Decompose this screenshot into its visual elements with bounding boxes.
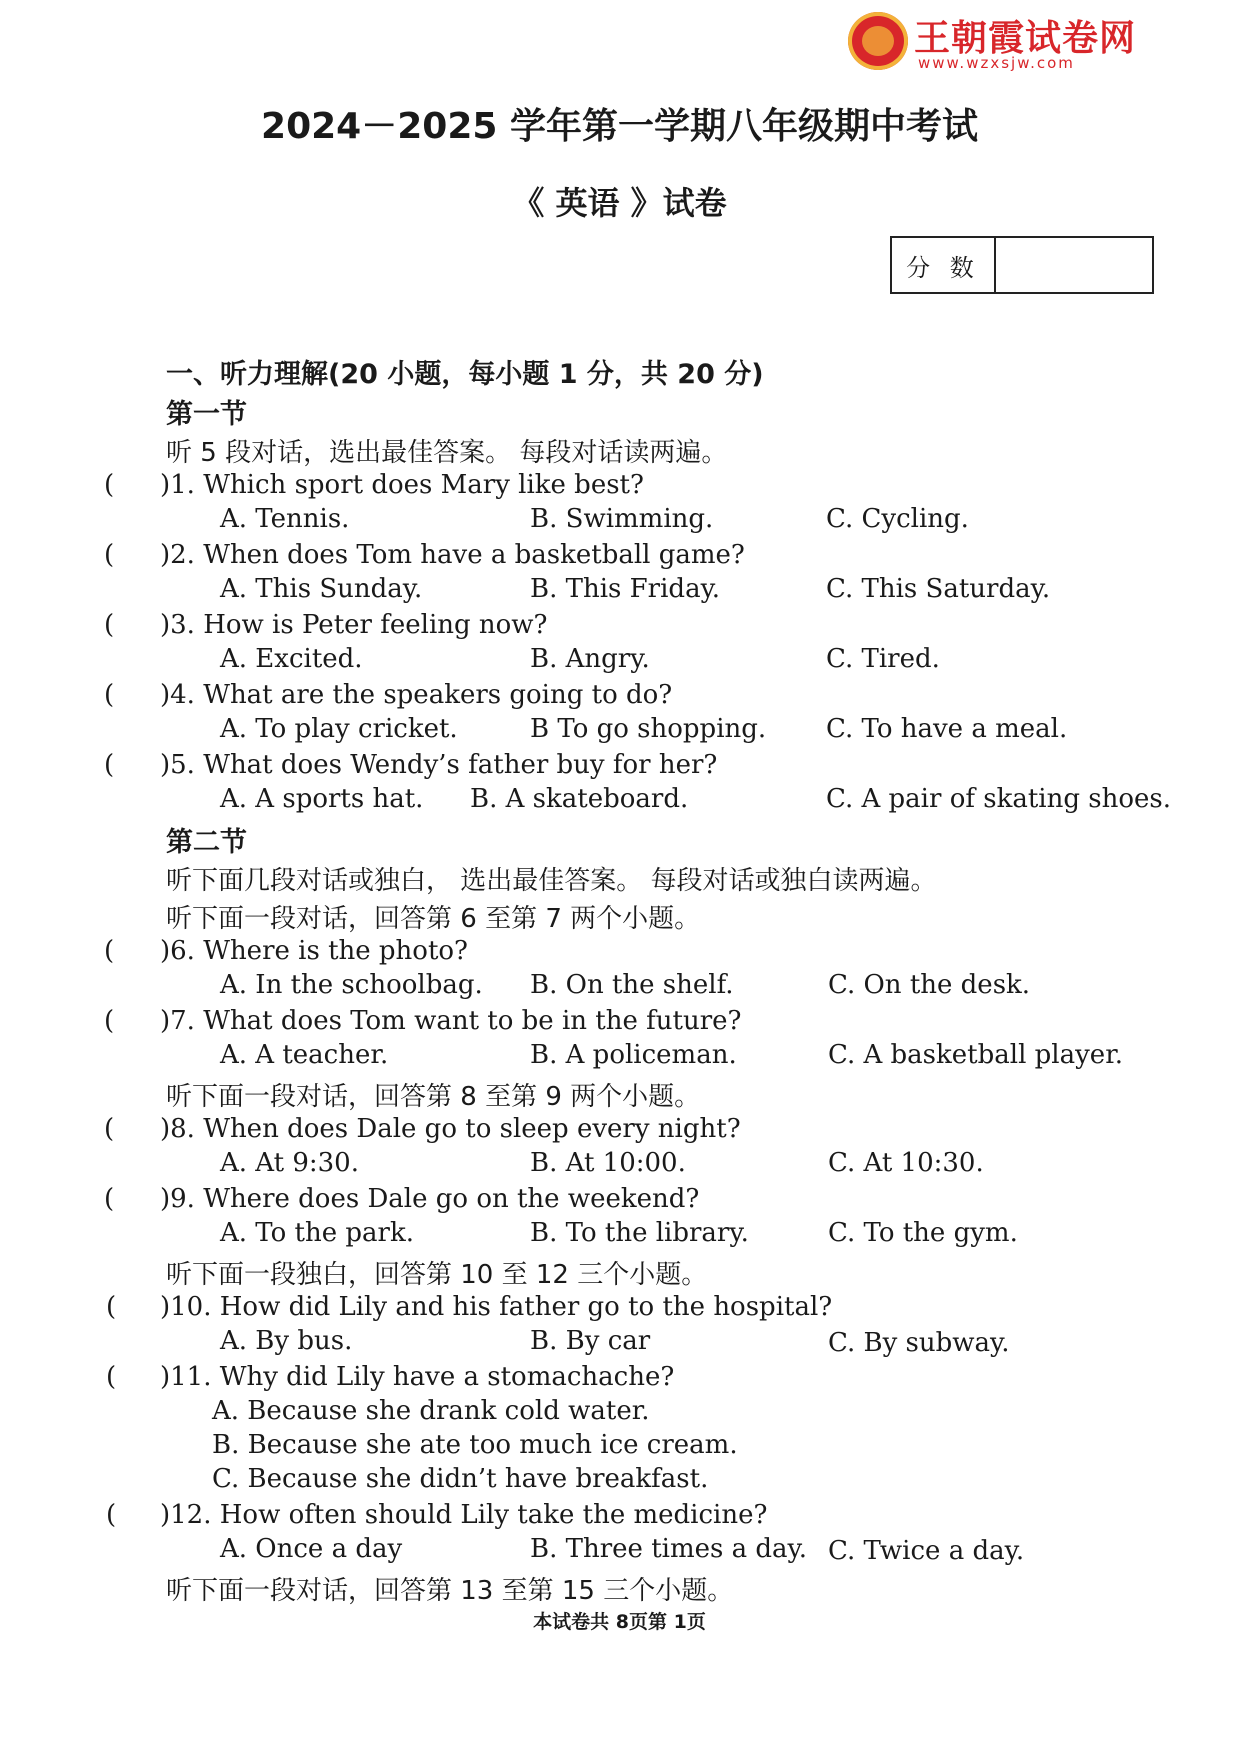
option-12c: C. Twice a day. xyxy=(828,1536,1025,1566)
question-6: )6. Where is the photo? xyxy=(160,936,469,966)
exam-title: 2024－2025 学年第一学期八年级期中考试 xyxy=(261,106,978,147)
option-4a: A. To play cricket. xyxy=(220,714,458,744)
question-1: )1. Which sport does Mary like best? xyxy=(160,470,644,500)
option-3b: B. Angry. xyxy=(530,644,650,674)
option-3a: A. Excited. xyxy=(220,644,363,674)
question-12: )12. How often should Lily take the medicine? xyxy=(160,1500,768,1530)
option-12b: B. Three times a day. xyxy=(530,1534,808,1564)
section-heading: 一、听力理解(20 小题，每小题 1 分，共 20 分) xyxy=(166,359,764,390)
question-3: )3. How is Peter feeling now? xyxy=(160,610,548,640)
logo-url: www.wzxsjw.com xyxy=(918,54,1075,72)
option-8a: A. At 9:30. xyxy=(220,1148,359,1178)
option-5a: A. A sports hat. xyxy=(220,784,424,814)
part1-instruction: 听 5 段对话，选出最佳答案。 每段对话读两遍。 xyxy=(166,438,728,468)
option-3c: C. Tired. xyxy=(826,644,940,674)
part1-title: 第一节 xyxy=(166,399,247,430)
question-4: )4. What are the speakers going to do? xyxy=(160,680,673,710)
answer-paren[interactable]: ( xyxy=(104,1114,115,1144)
option-9b: B. To the library. xyxy=(530,1218,749,1248)
sub-instruction-13-15: 听下面一段对话，回答第 13 至第 15 三个小题。 xyxy=(166,1576,734,1606)
option-1a: A. Tennis. xyxy=(220,504,350,534)
page-footer: 本试卷共 8页第 1页 xyxy=(533,1611,706,1633)
sub-instruction-10-12: 听下面一段独白，回答第 10 至 12 三个小题。 xyxy=(166,1260,708,1290)
answer-paren[interactable]: ( xyxy=(104,610,115,640)
option-8b: B. At 10:00. xyxy=(530,1148,686,1178)
answer-paren[interactable]: ( xyxy=(104,1184,115,1214)
option-7a: A. A teacher. xyxy=(220,1040,389,1070)
answer-paren[interactable]: ( xyxy=(106,1292,117,1322)
option-7c: C. A basketball player. xyxy=(828,1040,1124,1070)
option-6c: C. On the desk. xyxy=(828,970,1031,1000)
exam-subtitle: 《 英语 》试卷 xyxy=(512,184,727,222)
question-7: )7. What does Tom want to be in the future? xyxy=(160,1006,742,1036)
part2-instruction: 听下面几段对话或独白， 选出最佳答案。 每段对话或独白读两遍。 xyxy=(166,866,937,896)
question-10: )10. How did Lily and his father go to the hospital? xyxy=(160,1292,833,1322)
question-2: )2. When does Tom have a basketball game? xyxy=(160,540,745,570)
question-11: )11. Why did Lily have a stomachache? xyxy=(160,1362,675,1392)
answer-paren[interactable]: ( xyxy=(104,936,115,966)
option-6b: B. On the shelf. xyxy=(530,970,734,1000)
answer-paren[interactable]: ( xyxy=(106,1362,117,1392)
option-4c: C. To have a meal. xyxy=(826,714,1068,744)
option-8c: C. At 10:30. xyxy=(828,1148,984,1178)
option-5b: B. A skateboard. xyxy=(470,784,689,814)
option-5c: C. A pair of skating shoes. xyxy=(826,784,1171,814)
option-12a: A. Once a day xyxy=(220,1534,403,1564)
question-5: )5. What does Wendy’s father buy for her? xyxy=(160,750,718,780)
score-blank[interactable] xyxy=(996,238,1152,292)
option-10b: B. By car xyxy=(530,1326,651,1356)
answer-paren[interactable]: ( xyxy=(104,1006,115,1036)
option-2b: B. This Friday. xyxy=(530,574,721,604)
answer-paren[interactable]: ( xyxy=(104,680,115,710)
answer-paren[interactable]: ( xyxy=(104,540,115,570)
question-9: )9. Where does Dale go on the weekend? xyxy=(160,1184,700,1214)
score-label: 分 数 xyxy=(892,238,996,292)
option-9a: A. To the park. xyxy=(220,1218,414,1248)
answer-paren[interactable]: ( xyxy=(104,750,115,780)
logo-name: 王朝霞试卷网 xyxy=(914,18,1137,59)
answer-paren[interactable]: ( xyxy=(106,1500,117,1530)
option-6a: A. In the schoolbag. xyxy=(220,970,483,1000)
option-1c: C. Cycling. xyxy=(826,504,969,534)
option-7b: B. A policeman. xyxy=(530,1040,737,1070)
logo-emblem-icon xyxy=(848,12,908,70)
option-10a: A. By bus. xyxy=(220,1326,353,1356)
question-8: )8. When does Dale go to sleep every night? xyxy=(160,1114,741,1144)
option-2a: A. This Sunday. xyxy=(220,574,423,604)
site-logo xyxy=(848,10,1160,72)
option-9c: C. To the gym. xyxy=(828,1218,1018,1248)
option-10c: C. By subway. xyxy=(828,1328,1010,1358)
part2-title: 第二节 xyxy=(166,827,247,858)
option-11c: C. Because she didn’t have breakfast. xyxy=(212,1464,709,1494)
option-4b: B To go shopping. xyxy=(530,714,767,744)
option-11b: B. Because she ate too much ice cream. xyxy=(212,1430,738,1460)
score-box xyxy=(890,236,1154,294)
option-11a: A. Because she drank cold water. xyxy=(212,1396,650,1426)
option-1b: B. Swimming. xyxy=(530,504,714,534)
answer-paren[interactable]: ( xyxy=(104,470,115,500)
option-2c: C. This Saturday. xyxy=(826,574,1051,604)
sub-instruction-8-9: 听下面一段对话，回答第 8 至第 9 两个小题。 xyxy=(166,1082,701,1112)
sub-instruction-6-7: 听下面一段对话，回答第 6 至第 7 两个小题。 xyxy=(166,904,701,934)
